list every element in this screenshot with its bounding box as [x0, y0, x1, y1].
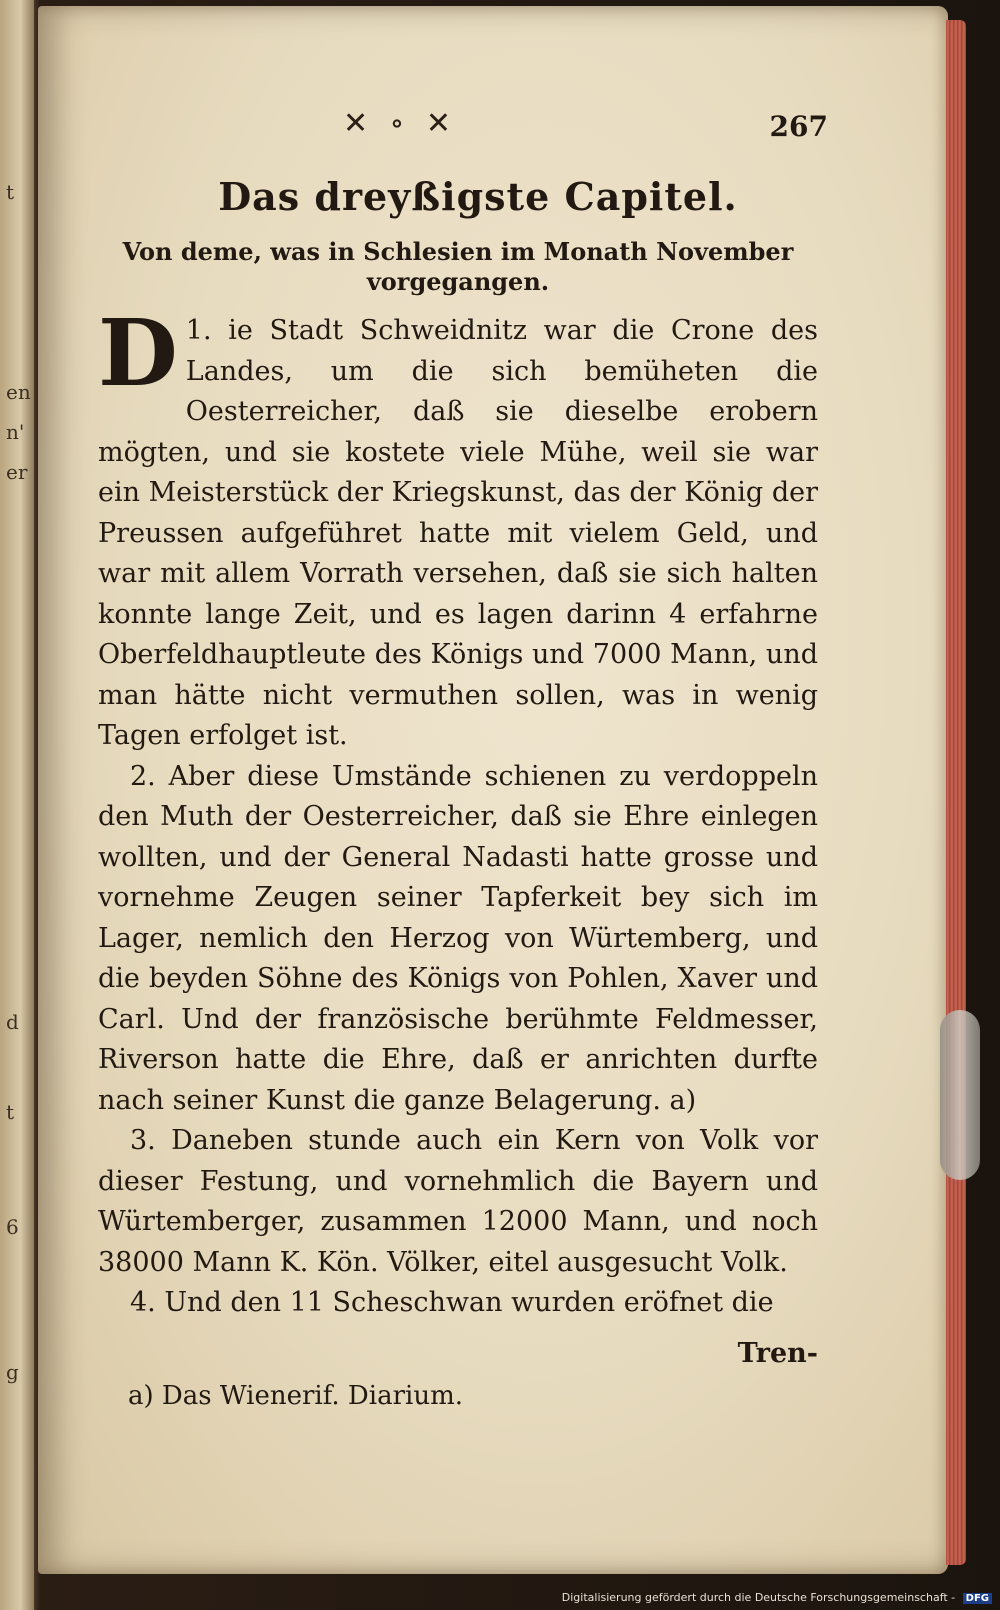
page-number: 267	[769, 110, 828, 143]
header-ornament: ✕ ∘ ✕	[343, 106, 458, 141]
paragraph-2	[98, 757, 818, 1122]
dfg-logo: DFG	[963, 1593, 992, 1604]
left-page-edge	[0, 0, 34, 1610]
paragraph-1	[98, 299, 818, 757]
page-text-block	[98, 100, 828, 1411]
left-page-fragment: n'	[6, 420, 25, 444]
paragraph-text: Aber diese Umstände schienen zu verdoppeln den Muth der Oesterreicher, daß sie Ehre einlegen wollten, und der General Nadasti hatte grosse und vornehme Zeugen seiner Tapferkeit bey sich im Lager, nemlich den Herzog von Würtemberg, und die beyden Söhne des Königs von Pohlen, Xaver und Carl. Und der französische berühmte Feldmesser, Riverson hatte die Ehre, daß er anrichten durfte nach seiner Kunst die ganze Belagerung. a)	[98, 760, 818, 1116]
left-page-fragment: d	[6, 1010, 19, 1034]
paragraph-number: 4.	[130, 1287, 156, 1318]
paragraph-4	[98, 1283, 818, 1324]
paragraph-number: 2.	[130, 760, 156, 792]
left-page-fragment: 6	[6, 1215, 19, 1239]
left-page-fragment: t	[6, 1100, 15, 1124]
paragraph-text: ie Stadt Schweidnitz war die Crone des Landes, um die sich bemüheten die Oesterreicher, daß sie dieselbe erobern mögten, und sie kostete viele Mühe, weil sie war ein Meisterstück der Kriegskunst, das der König der Preussen aufgeführet hatte mit vielem Geld, und war mit allem Vorrath versehen, daß sie sich halten konnte lange Zeit, und es lagen darinn 4 erfahrne Oberfeldhauptleute des Königs und 7000 Mann, und man hätte nicht vermuthen sollen, was in wenig Tagen erfolget ist.	[98, 315, 818, 751]
left-page-fragment: er	[6, 460, 28, 484]
left-page-fragment: en	[6, 380, 31, 404]
page-header	[98, 100, 828, 152]
drop-cap: D	[98, 299, 178, 407]
page-edges	[946, 20, 966, 1565]
left-page-fragment: g	[6, 1360, 19, 1384]
credit-text: Digitalisierung gefördert durch die Deutsche Forschungsgemeinschaft -	[561, 1591, 956, 1604]
left-page-fragment: t	[6, 180, 15, 204]
catchword: Tren-	[737, 1337, 818, 1369]
paragraph-number: 1.	[185, 315, 212, 346]
footnote: a) Das Wienerif. Diarium.	[128, 1380, 464, 1411]
chapter-title: Das dreyßigste Capitel.	[218, 174, 738, 219]
paragraph-text: Daneben stunde auch ein Kern von Volk vor dieser Festung, und vornehmlich die Bayern und Würtemberger, zusammen 12000 Mann, und noch 38000 Mann K. Kön. Völker, eitel ausgesucht Volk.	[98, 1125, 818, 1278]
paragraph-number: 3.	[130, 1125, 156, 1156]
digitization-credit	[562, 1591, 992, 1604]
chapter-subtitle: Von deme, was in Schlesien im Monath November vorgegangen.	[122, 237, 794, 296]
page-clip	[940, 1010, 980, 1180]
paragraph-3	[98, 1121, 818, 1283]
paragraph-text: Und den 11 Scheschwan wurden eröfnet die	[164, 1287, 774, 1318]
